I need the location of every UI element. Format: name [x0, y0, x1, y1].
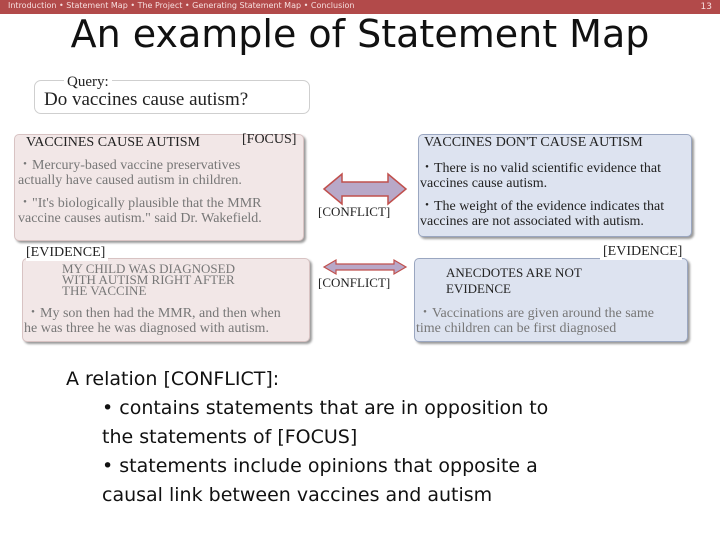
breadcrumb: Introduction • Statement Map • The Project • Generating Statement Map • Conclusion [8, 1, 355, 10]
focus-tag: [FOCUS] [242, 132, 297, 147]
explanation-bullet-2: • statements include opinions that opposite a [102, 455, 538, 477]
explanation-intro: A relation [CONFLICT]: [66, 368, 280, 390]
query-text: Do vaccines cause autism? [44, 89, 249, 110]
focus-evidence-heading-3: THE VACCINE [62, 283, 147, 298]
opposing-heading: VACCINES DON'T CAUSE AUTISM [424, 135, 643, 150]
conflict-label-bottom: [CONFLICT] [318, 275, 391, 290]
focus-evidence-heading-2: WITH AUTISM RIGHT AFTER [62, 272, 235, 287]
opposing-evidence-line-1: ・Vaccinations are given around the same [418, 306, 654, 321]
explanation-bullet-1-cont: the statements of [FOCUS] [102, 426, 358, 448]
conflict-arrow-top [322, 172, 408, 206]
opposing-line-2: vaccines cause autism. [420, 176, 548, 191]
focus-line-4: vaccine causes autism." said Dr. Wakefield. [18, 211, 262, 226]
slide-number: 13 [700, 2, 712, 12]
conflict-label-top: [CONFLICT] [318, 204, 391, 219]
opposing-line-3: ・The weight of the evidence indicates that [420, 199, 665, 214]
opposing-evidence-line-2: time children can be first diagnosed [416, 321, 617, 336]
focus-line-3: ・"It's biologically plausible that the MMR [18, 196, 262, 211]
opposing-line-4: vaccines are not associated with autism. [420, 214, 644, 229]
focus-line-1: ・Mercury-based vaccine preservatives [18, 158, 241, 173]
focus-heading: VACCINES CAUSE AUTISM [26, 135, 200, 150]
focus-line-2: actually have caused autism in children. [18, 173, 242, 188]
focus-evidence-heading-1: MY CHILD WAS DIAGNOSED [62, 261, 235, 276]
explanation-bullet-1: • contains statements that are in opposition to [102, 397, 549, 419]
opposing-evidence-tag: [EVIDENCE] [600, 244, 682, 260]
explanation-bullet-2-cont: causal link between vaccines and autism [102, 484, 493, 506]
opposing-evidence-heading-1: ANECDOTES ARE NOT [446, 265, 582, 280]
focus-evidence-line-2: he was three he was diagnosed with autism. [24, 321, 269, 336]
focus-evidence-line-1: ・My son then had the MMR, and then when [26, 306, 281, 321]
opposing-evidence-heading-2: EVIDENCE [446, 281, 511, 296]
conflict-arrow-bottom [322, 258, 408, 276]
query-label: Query: [64, 74, 112, 91]
focus-evidence-tag: [EVIDENCE] [26, 245, 108, 261]
opposing-line-1: ・There is no valid scientific evidence that [420, 161, 662, 176]
page-title: An example of Statement Map [70, 12, 650, 56]
